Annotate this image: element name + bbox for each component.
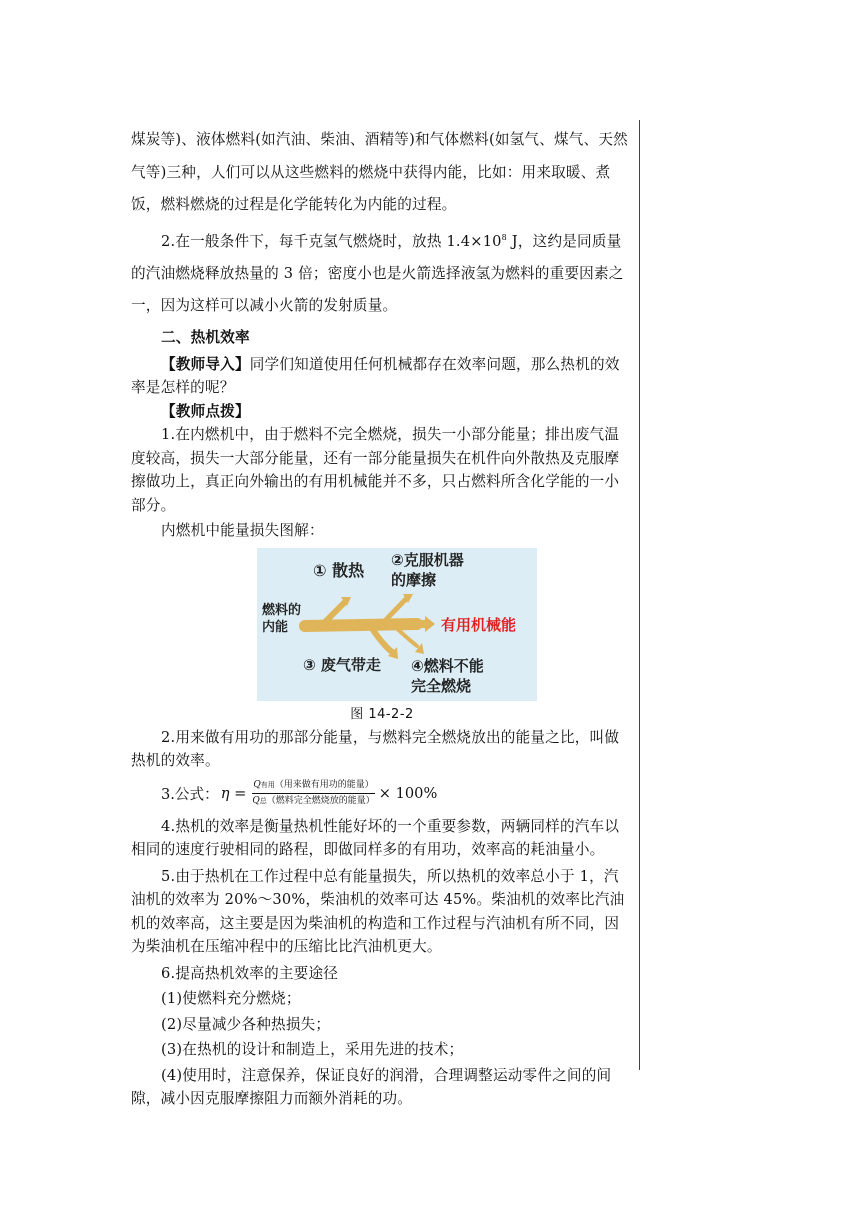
paragraph-point2: 2.用来做有用功的那部分能量，与燃料完全燃烧放出的能量之比，叫做热机的效率。 (131, 728, 620, 770)
figure-intro: 内燃机中能量损失图解： (161, 522, 324, 540)
paragraph-point4: 4.热机的效率是衡量热机性能好坏的一个重要参数，两辆同样的汽车以相同的速度行驶相同的路程，即做同样多的有用功，效率高的耗油量小。 (131, 817, 620, 859)
figure-caption: 图 14-2-2 (350, 706, 414, 722)
list-item: (3)在热机的设计和制造上，采用先进的技术； (161, 1041, 464, 1059)
formula-denominator (252, 796, 374, 807)
paragraph-teacher-intro (131, 353, 633, 400)
hydrogen-text-after: J，这约是同质量的汽油燃烧释放热量的 3 倍；密度小也是火箭选择液氢为燃料的重要因素之一，因为这样可以减小火箭的发射质量。 (131, 232, 624, 315)
paragraph-hydrogen (131, 222, 633, 323)
paragraph-point6-title: 6.提高热机效率的主要途径 (161, 964, 339, 982)
denominator-subscript: 总 (259, 797, 267, 806)
label-loss-heat: ① 散热 (313, 560, 365, 580)
numerator-subscript: 有用 (260, 781, 275, 790)
teacher-intro-label: 【教师导入】 (161, 355, 250, 373)
document-body (131, 124, 633, 1111)
label-fuel-internal-energy: 燃料的 内能 (262, 602, 302, 635)
energy-loss-diagram (257, 548, 537, 701)
numerator-symbol: Q (253, 780, 261, 791)
formula-label: 3.公式： (161, 786, 219, 804)
teacher-intro-text: 同学们知道使用任何机械都存在效率问题，那么热机的效率是怎样的呢？ (131, 355, 620, 397)
label-loss-exhaust: ③ 废气带走 (303, 655, 381, 674)
numerator-note: （用来做有用功的能量） (274, 780, 374, 791)
hydrogen-text-before: 2.在一般条件下，每千克氢气燃烧时，放热 1.4×10 (161, 232, 502, 250)
denominator-note: （燃料完全燃烧放的能量） (266, 796, 375, 807)
paragraph-point1: 1.在内燃机中，由于燃料不完全燃烧，损失一小部分能量；排出废气温度较高，损失一大部分能量，还有一部分能量损失在机件向外散热及克服摩擦做功上，真正向外输出的有用机械能并不多，只占燃料所含化学能的一小部分。 (131, 426, 620, 514)
label-loss-incomplete-burn: ④燃料不能 完全燃烧 (411, 656, 484, 695)
denominator-symbol: Q (252, 796, 260, 807)
efficiency-formula (161, 777, 633, 811)
label-useful-mechanical-energy: 有用机械能 (441, 615, 517, 634)
list-item: (4)使用时，注意保养，保证良好的润滑，合理调整运动零件之间的间隙，减小因克服摩擦阻力而额外消耗的功。 (131, 1066, 612, 1108)
paragraph-point5: 5.由于热机在工作过程中总有能量损失，所以热机的效率总小于 1，汽油机的效率为 20%～30%，柴油机的效率可达 45%。柴油机的效率比汽油机的效率高，这主要是因为柴油机的构造和工作过程与汽油机有所不同，因为柴油机在压缩冲程中的压缩比比汽油机更大。 (131, 867, 625, 956)
formula-tail: × 100% (378, 785, 438, 803)
formula-eta: η = (220, 785, 247, 803)
paragraph-fuel-types: 煤炭等)、液体燃料(如汽油、柴油、酒精等)和气体燃料(如氢气、煤气、天然气等)三种，人们可以从这些燃料的燃烧中获得内能，比如：用来取暖、煮饭，燃料燃烧的过程是化学能转化为内能的过程。 (131, 131, 628, 213)
list-item: (2)尽量减少各种热损失； (161, 1015, 331, 1033)
label-loss-friction: ②克服机器 的摩擦 (391, 550, 464, 589)
teacher-guide-label: 【教师点拨】 (161, 402, 250, 420)
list-item: (1)使燃料充分燃烧； (161, 990, 301, 1008)
fraction-bar (252, 793, 374, 794)
formula-fraction (252, 780, 374, 807)
table-border-line (639, 120, 640, 1070)
formula-numerator (253, 780, 373, 791)
section-title: 二、热机效率 (161, 328, 250, 346)
hydrogen-exponent: 8 (501, 232, 507, 242)
